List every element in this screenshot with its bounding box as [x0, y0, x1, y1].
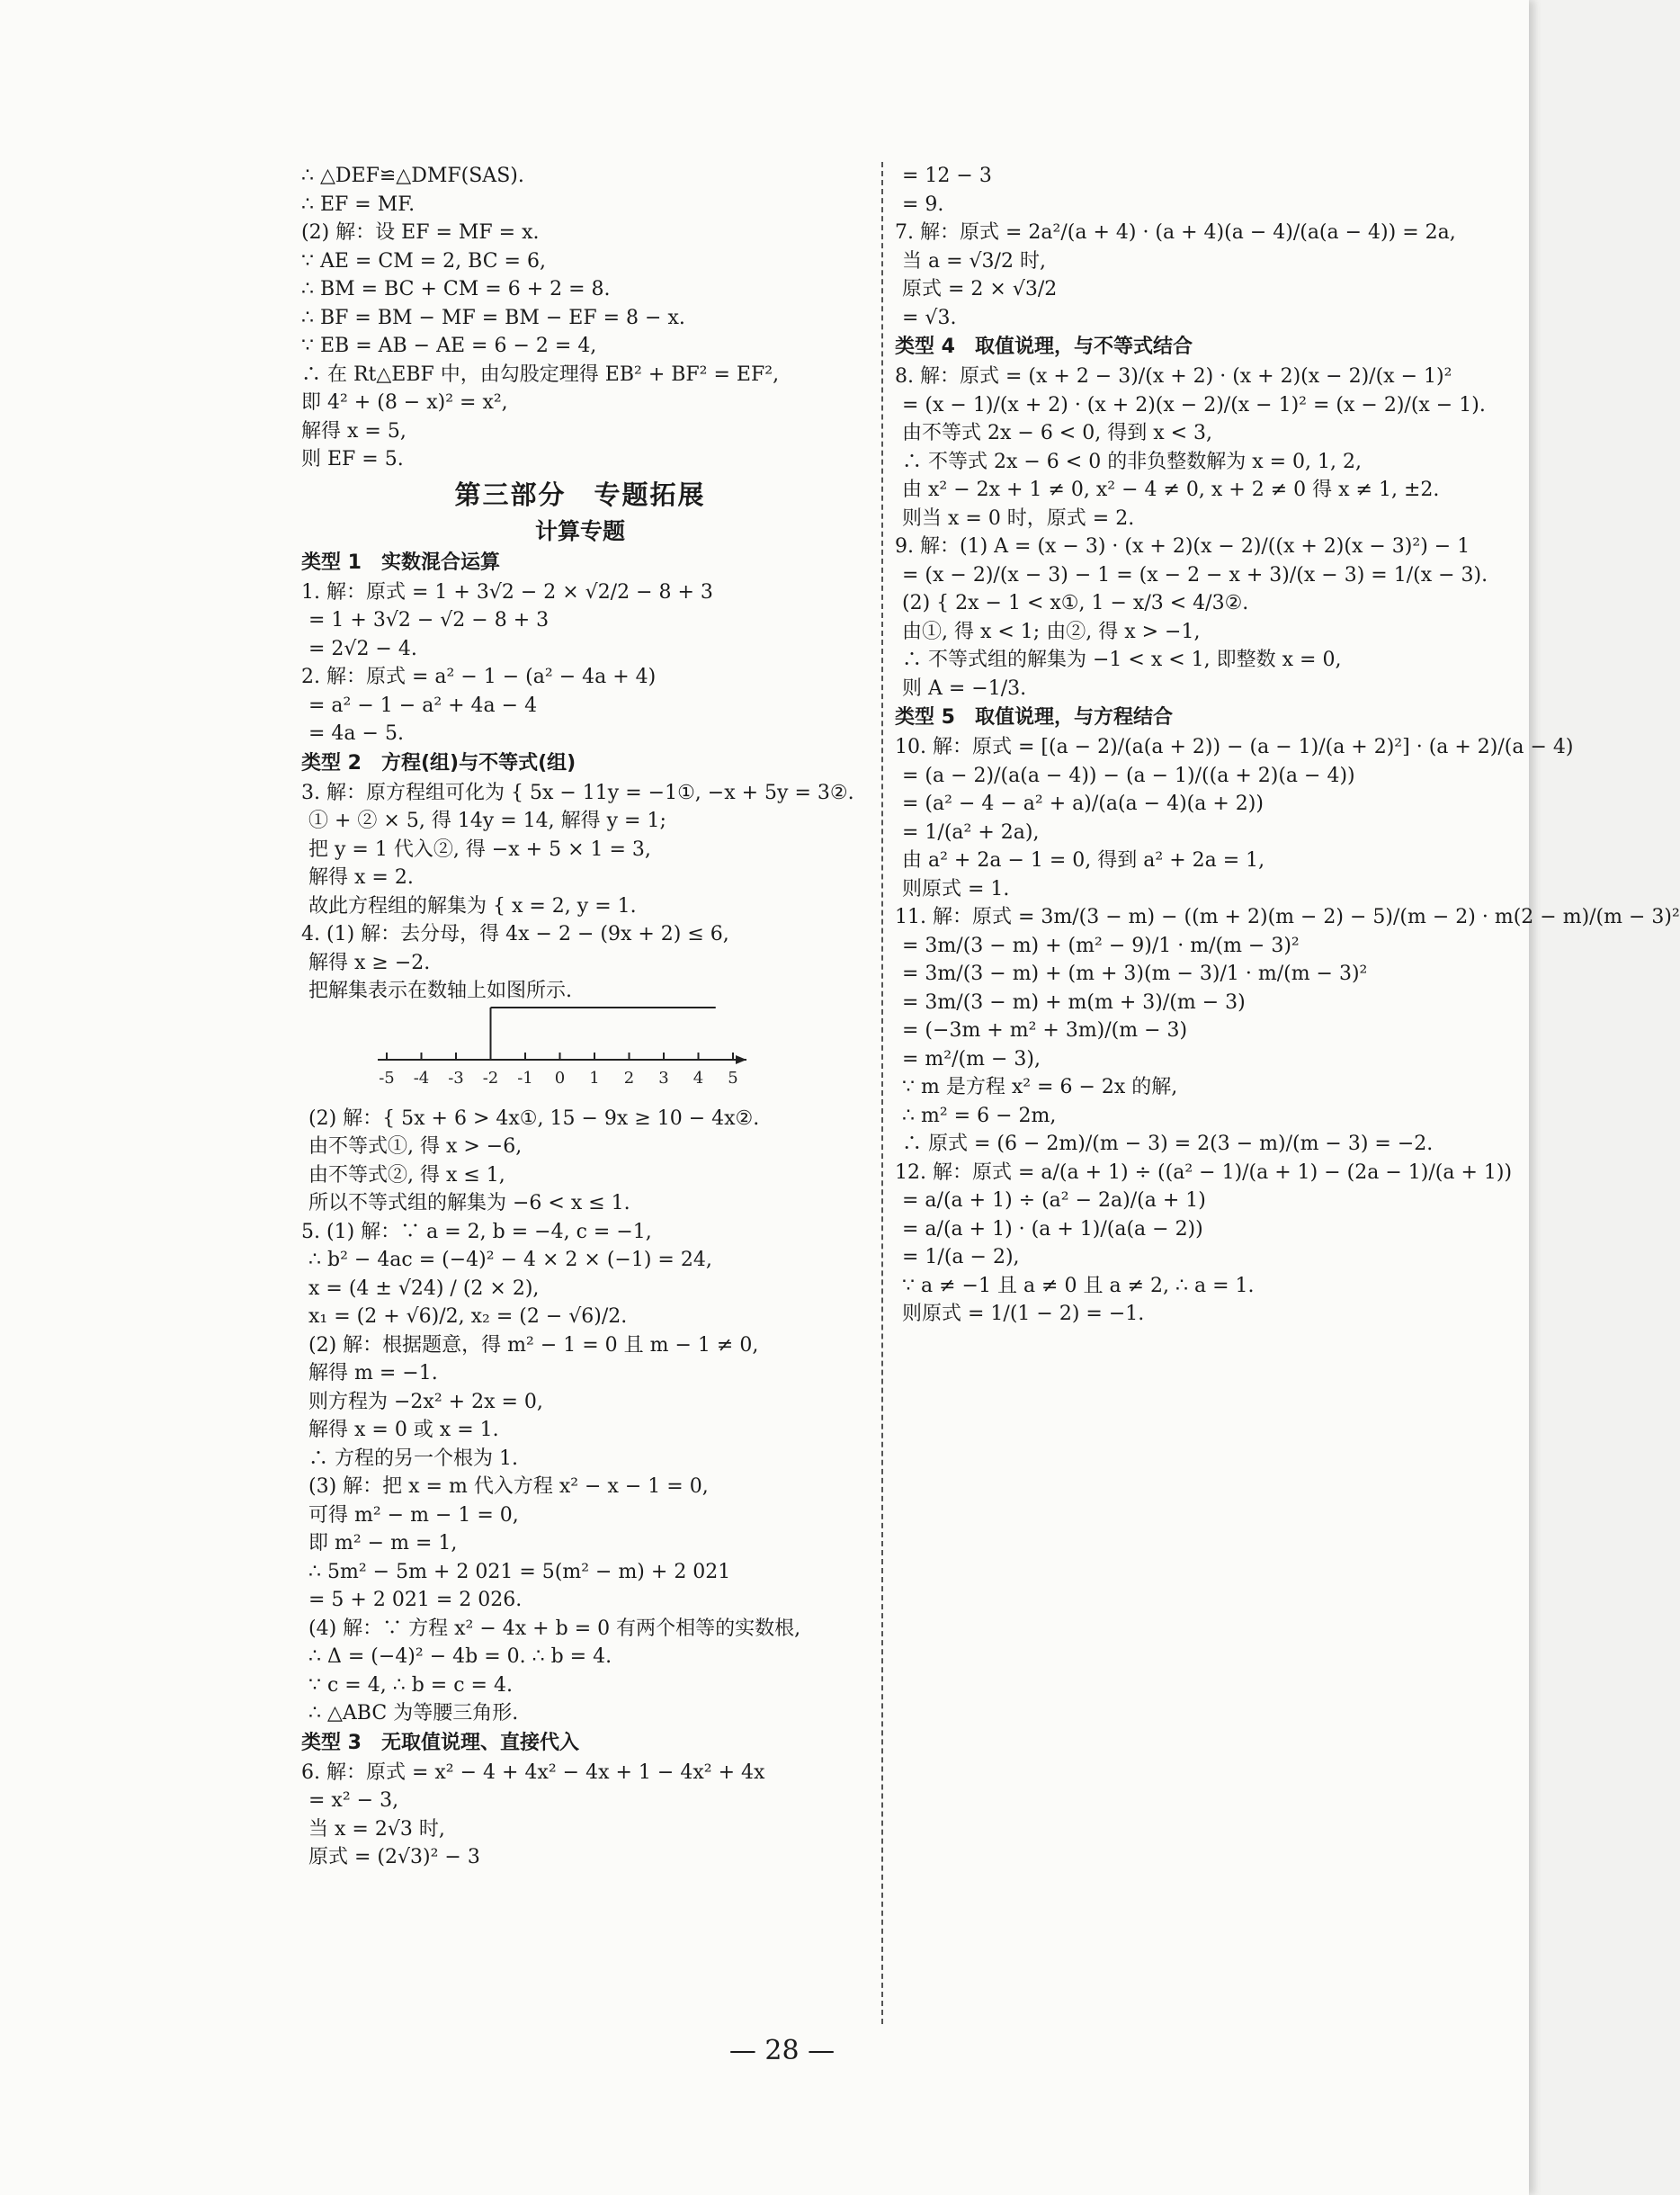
text-line: 解得 x = 0 或 x = 1. — [308, 1419, 499, 1441]
text-line: = 5 + 2 021 = 2 026. — [308, 1589, 523, 1611]
text-line: ∴ m² = 6 − 2m, — [902, 1104, 1057, 1127]
tick-label: -1 — [517, 1068, 533, 1088]
text-line: 9. 解：(1) A = (x − 3) · (x + 2)(x − 2)/((x + 2)(x − 3)²) − 1 — [895, 535, 1470, 558]
text-line: = √3. — [902, 306, 957, 329]
text-line: 原式 = (2√3)² − 3 — [308, 1846, 480, 1868]
text-line: 故此方程组的解集为 { x = 2, y = 1. — [308, 894, 637, 918]
tick-label: -4 — [413, 1068, 430, 1088]
text-line: 把 y = 1 代入②, 得 −x + 5 × 1 = 3, — [308, 838, 651, 861]
text-line: 解得 x = 2. — [308, 866, 414, 889]
text-line: 10. 解：原式 = [(a − 2)/(a(a + 2)) − (a − 1)/(a + 2)²] · (a + 2)/(a − 4) — [895, 736, 1574, 758]
text-line: 解得 m = −1. — [308, 1362, 438, 1384]
type-heading: 类型 2 方程(组)与不等式(组) — [301, 751, 576, 775]
text-line: ∴ 在 Rt△EBF 中，由勾股定理得 EB² + BF² = EF², — [301, 363, 780, 386]
text-line: ∵ AE = CM = 2, BC = 6, — [301, 249, 546, 273]
text-line: 则 EF = 5. — [301, 448, 404, 470]
text-line: ∴ EF = MF. — [301, 193, 416, 216]
page-number: — 28 — — [728, 2035, 836, 2066]
text-line: ∴ 不等式组的解集为 −1 < x < 1, 即整数 x = 0, — [902, 649, 1342, 671]
text-line: 由不等式②, 得 x ≤ 1, — [308, 1163, 505, 1187]
text-line: ∴ b² − 4ac = (−4)² − 4 × 2 × (−1) = 24, — [308, 1249, 712, 1271]
text-line: ∴ 5m² − 5m + 2 021 = 5(m² − m) + 2 021 — [308, 1560, 731, 1583]
text-line: ∵ c = 4, ∴ b = c = 4. — [308, 1673, 513, 1697]
text-line: 8. 解：原式 = (x + 2 − 3)/(x + 2) · (x + 2)(x − 2)/(x − 1)² — [895, 365, 1452, 388]
text-line: = 1/(a − 2), — [902, 1246, 1020, 1268]
text-line: ∴ BM = BC + CM = 6 + 2 = 8. — [301, 278, 611, 300]
text-line: 由 x² − 2x + 1 ≠ 0, x² − 4 ≠ 0, x + 2 ≠ 0 得 x ≠ 1, ±2. — [902, 479, 1440, 501]
text-line: = 3m/(3 − m) + (m² − 9)/1 · m/(m − 3)² — [902, 934, 1300, 957]
type-heading: 类型 4 取值说理，与不等式结合 — [895, 336, 1193, 358]
text-line: 即 m² − m = 1, — [308, 1532, 458, 1554]
text-line: 1. 解：原式 = 1 + 3√2 − 2 × √2/2 − 8 + 3 — [301, 580, 713, 604]
text-line: = 1 + 3√2 − √2 − 8 + 3 — [308, 609, 550, 632]
text-line: = (a − 2)/(a(a − 4)) − (a − 1)/((a + 2)(a − 4)) — [902, 764, 1355, 787]
text-line: ∴ Δ = (−4)² − 4b = 0. ∴ b = 4. — [308, 1645, 612, 1668]
section-title: 计算专题 — [534, 517, 625, 544]
number-line-svg — [373, 1006, 751, 1100]
text-line: = 3m/(3 − m) + (m + 3)(m − 3)/1 · m/(m − 3)² — [902, 963, 1368, 985]
tick-label: 3 — [658, 1068, 669, 1088]
text-line: 6. 解：原式 = x² − 4 + 4x² − 4x + 1 − 4x² + 4x — [301, 1760, 765, 1784]
text-line: (2) { 2x − 1 < x①, 1 − x/3 < 4/3②. — [902, 592, 1249, 614]
tick-label: 0 — [554, 1068, 566, 1088]
text-line: = (x − 2)/(x − 3) − 1 = (x − 2 − x + 3)/(x − 3) = 1/(x − 3). — [902, 563, 1488, 587]
text-line: 5. (1) 解：∵ a = 2, b = −4, c = −1, — [301, 1220, 652, 1243]
text-line: 由①, 得 x < 1; 由②, 得 x > −1, — [902, 620, 1201, 643]
text-line: 则原式 = 1/(1 − 2) = −1. — [902, 1303, 1145, 1325]
tick-label: 2 — [623, 1068, 635, 1088]
text-line: ∵ m 是方程 x² = 6 − 2x 的解, — [902, 1076, 1178, 1098]
text-line: (2) 解：{ 5x + 6 > 4x①, 15 − 9x ≥ 10 − 4x②. — [308, 1106, 760, 1130]
text-line: ∴ △DEF≌△DMF(SAS). — [301, 165, 524, 187]
tick-label: -2 — [482, 1068, 499, 1088]
text-line: 3. 解：原方程组可化为 { 5x − 11y = −1①, −x + 5y = 3②. — [301, 781, 854, 804]
column-divider — [881, 162, 883, 2024]
text-line: x₁ = (2 + √6)/2, x₂ = (2 − √6)/2. — [308, 1305, 628, 1328]
text-line: = 12 − 3 — [902, 165, 992, 187]
type-heading: 类型 1 实数混合运算 — [301, 551, 500, 574]
right-column — [895, 162, 1680, 1329]
text-line: ∴ 不等式 2x − 6 < 0 的非负整数解为 x = 0, 1, 2, — [902, 450, 1362, 473]
text-line: (3) 解：把 x = m 代入方程 x² − x − 1 = 0, — [308, 1475, 709, 1498]
text-line: ∵ EB = AB − AE = 6 − 2 = 4, — [301, 335, 597, 357]
text-line: (4) 解：∵ 方程 x² − 4x + b = 0 有两个相等的实数根, — [308, 1617, 801, 1640]
proof-continuation — [301, 162, 859, 474]
text-line: ∴ 原式 = (6 − 2m)/(m − 3) = 2(3 − m)/(m − 3) = −2. — [902, 1133, 1434, 1155]
text-line: = x² − 3, — [308, 1789, 399, 1812]
text-line: 即 4² + (8 − x)² = x², — [301, 391, 508, 414]
text-line: ① + ② × 5, 得 14y = 14, 解得 y = 1; — [308, 810, 666, 832]
text-line: 12. 解：原式 = a/(a + 1) ÷ ((a² − 1)/(a + 1) − (2a − 1)/(a + 1)) — [895, 1160, 1513, 1184]
text-line: = 9. — [902, 193, 944, 216]
text-line: = a² − 1 − a² + 4a − 4 — [308, 694, 538, 717]
text-line: ∴ BF = BM − MF = BM − EF = 8 − x. — [301, 306, 685, 329]
text-line: (2) 解：设 EF = MF = x. — [301, 221, 540, 244]
text-line: 由 a² + 2a − 1 = 0, 得到 a² + 2a = 1, — [902, 849, 1265, 872]
tick-label: -3 — [448, 1068, 464, 1088]
text-line: 2. 解：原式 = a² − 1 − (a² − 4a + 4) — [301, 666, 657, 688]
part-title: 第三部分 专题拓展 — [454, 479, 706, 510]
text-line: = (x − 1)/(x + 2) · (x + 2)(x − 2)/(x − 1)² = (x − 2)/(x − 1). — [902, 393, 1486, 417]
text-line: 原式 = 2 × √3/2 — [902, 278, 1058, 300]
text-line: = (a² − 4 − a² + a)/(a(a − 4)(a + 2)) — [902, 793, 1264, 815]
text-line: ∴ △ABC 为等腰三角形. — [308, 1702, 519, 1725]
text-line: ∴ 方程的另一个根为 1. — [308, 1447, 518, 1470]
text-line: 11. 解：原式 = 3m/(3 − m) − ((m + 2)(m − 2) − 5)/(m − 2) · m(2 − m)/(m − 3)² — [895, 906, 1680, 928]
text-line: = 3m/(3 − m) + m(m + 3)/(m − 3) — [902, 990, 1246, 1014]
text-line: 则原式 = 1. — [902, 877, 1010, 900]
text-line: = 1/(a² + 2a), — [902, 820, 1040, 844]
text-line: 所以不等式组的解集为 −6 < x ≤ 1. — [308, 1192, 630, 1214]
text-line: = 2√2 − 4. — [308, 637, 417, 660]
text-line: = a/(a + 1) ÷ (a² − 2a)/(a + 1) — [902, 1189, 1206, 1212]
text-line: 4. (1) 解：去分母，得 4x − 2 − (9x + 2) ≤ 6, — [301, 923, 729, 945]
text-line: 则 A = −1/3. — [902, 676, 1027, 700]
text-line: 解得 x = 5, — [301, 419, 407, 443]
text-line: 则当 x = 0 时，原式 = 2. — [902, 506, 1135, 530]
arrow-icon — [736, 1055, 746, 1064]
text-line: (2) 解：根据题意，得 m² − 1 = 0 且 m − 1 ≠ 0, — [308, 1333, 759, 1357]
tick-label: 1 — [589, 1068, 600, 1088]
text-line: = a/(a + 1) · (a + 1)/(a(a − 2)) — [902, 1217, 1203, 1241]
type-heading: 类型 3 无取值说理、直接代入 — [301, 1731, 579, 1754]
text-line: 当 a = √3/2 时, — [902, 249, 1046, 273]
tick-label: 5 — [728, 1068, 738, 1088]
number-line-figure — [301, 1006, 859, 1105]
text-line: x = (4 ± √24) / (2 × 2), — [308, 1277, 540, 1300]
text-line: = 4a − 5. — [308, 722, 404, 745]
text-line: 把解集表示在数轴上如图所示. — [308, 980, 572, 1002]
text-line: = m²/(m − 3), — [902, 1047, 1041, 1071]
tick-label: 4 — [693, 1068, 704, 1088]
text-line: 解得 x ≥ −2. — [308, 951, 431, 974]
text-line: 由不等式①, 得 x > −6, — [308, 1135, 523, 1158]
text-line: 由不等式 2x − 6 < 0, 得到 x < 3, — [902, 422, 1213, 444]
text-line: 当 x = 2√3 时, — [308, 1817, 445, 1841]
text-line: 7. 解：原式 = 2a²/(a + 4) · (a + 4)(a − 4)/(a(a − 4)) = 2a, — [895, 221, 1456, 244]
text-line: 可得 m² − m − 1 = 0, — [308, 1503, 519, 1527]
text-line: = (−3m + m² + 3m)/(m − 3) — [902, 1019, 1188, 1042]
tick-label: -5 — [379, 1068, 395, 1088]
text-line: 则方程为 −2x² + 2x = 0, — [308, 1390, 543, 1413]
left-column — [301, 162, 859, 1872]
text-line: ∵ a ≠ −1 且 a ≠ 0 且 a ≠ 2, ∴ a = 1. — [902, 1274, 1255, 1297]
type-heading: 类型 5 取值说理，与方程结合 — [895, 706, 1173, 729]
